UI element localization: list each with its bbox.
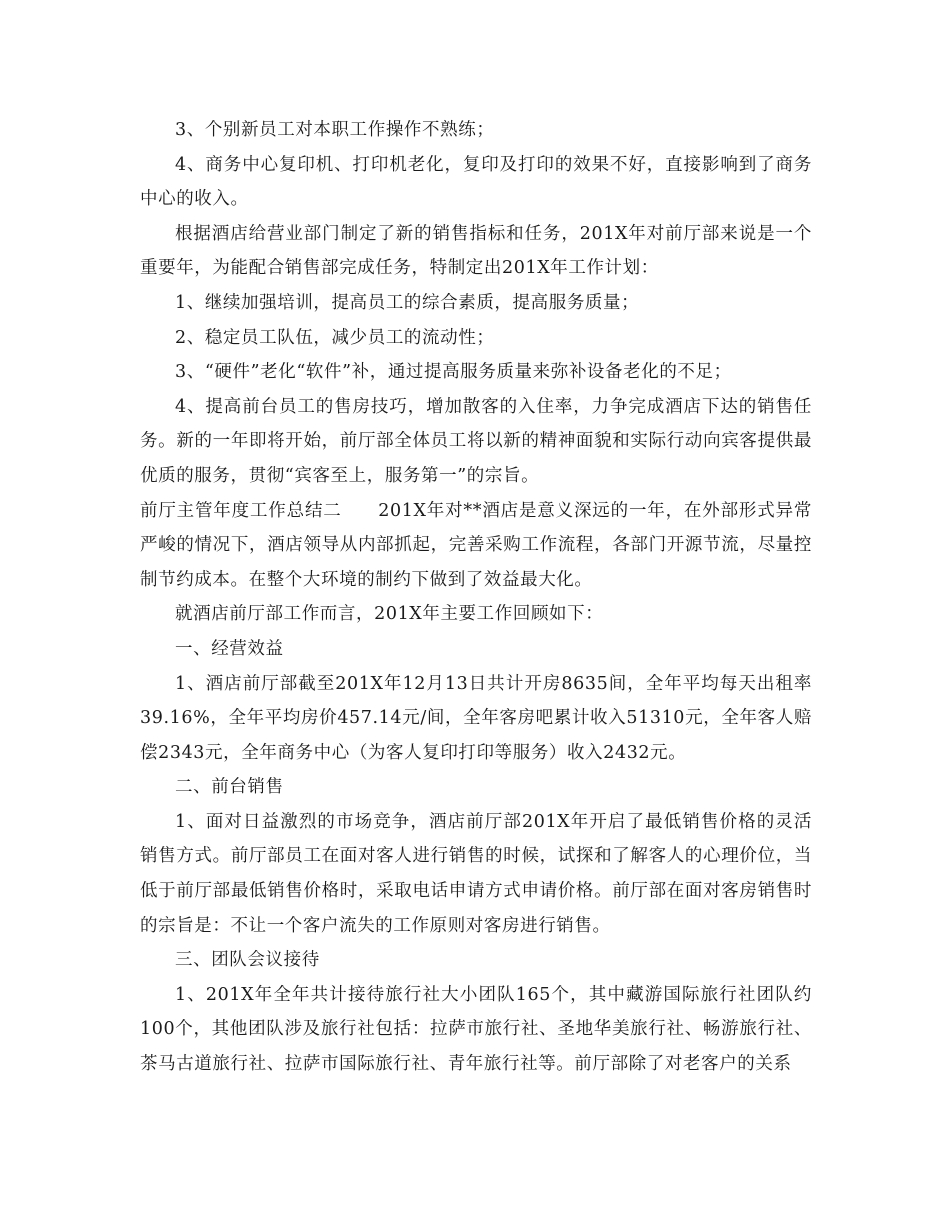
document-body <box>140 113 812 1082</box>
list-item: 2、稳定员工队伍，减少员工的流动性； <box>175 327 495 348</box>
paragraph: 就酒店前厅部工作而言，201X年主要工作回顾如下： <box>175 604 604 625</box>
paragraph: 4、商务中心复印机、打印机老化，复印及打印的效果不好，直接影响到了商务中心的收入。 <box>140 154 812 210</box>
section-heading: 三、团队会议接待 <box>175 950 320 971</box>
paragraph: 1、酒店前厅部截至201X年12月13日共计开房8635间，全年平均每天出租率39.16%，全年平均房价457.14元/间，全年客房吧累计收入51310元，全年客人赔偿2343元，全年商务中心（为客人复印打印等服务）收入2432元。 <box>140 673 812 763</box>
section-heading: 一、经营效益 <box>175 638 284 659</box>
list-item: 4、提高前台员工的售房技巧，增加散客的入住率，力争完成酒店下达的销售任务。新的一年即将开始，前厅部全体员工将以新的精神面貌和实际行动向宾客提供最优质的服务，贯彻“宾客至上，服务第一”的宗旨。 <box>140 396 812 486</box>
paragraph: 1、201X年全年共计接待旅行社大小团队165个，其中藏游国际旅行社团队约100个，其他团队涉及旅行社包括：拉萨市旅行社、圣地华美旅行社、畅游旅行社、茶马古道旅行社、拉萨市国际旅行社、青年旅行社等。前厅部除了对老客户的关系 <box>140 984 812 1075</box>
paragraph: 3、个别新员工对本职工作操作不熟练； <box>175 120 495 140</box>
paragraph: 根据酒店给营业部门制定了新的销售指标和任务，201X年对前厅部来说是一个重要年，为能配合销售部完成任务，特制定出201X年工作计划： <box>140 223 812 279</box>
list-item: 3、“硬件”老化“软件”补，通过提高服务质量来弥补设备老化的不足； <box>175 362 732 383</box>
list-item: 1、继续加强培训，提高员工的综合素质，提高服务质量； <box>175 292 640 313</box>
section-heading: 二、前台销售 <box>175 777 284 798</box>
paragraph: 1、面对日益激烈的市场竞争，酒店前厅部201X年开启了最低销售价格的灵活销售方式。前厅部员工在面对客人进行销售的时候，试探和了解客人的心理价位，当低于前厅部最低销售价格时，采取电话申请方式申请价格。前厅部在面对客房销售时的宗旨是：不让一个客户流失的工作原则对客房进行销售。 <box>140 811 812 936</box>
section-title-paragraph: 前厅主管年度工作总结二 201X年对**酒店是意义深远的一年，在外部形式异常严峻的情况下，酒店领导从内部抓起，完善采购工作流程，各部门开源节流，尽量控制节约成本。在整个大环境的制约下做到了效益最大化。 <box>140 500 812 590</box>
